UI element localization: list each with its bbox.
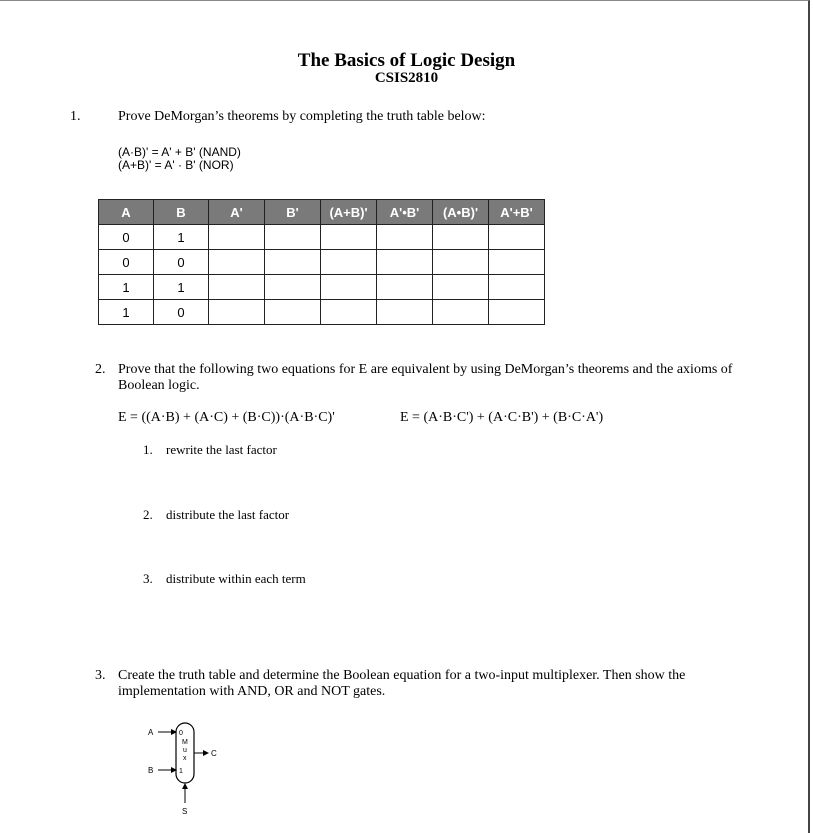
table-cell (321, 225, 377, 250)
mux-label-letter: x (183, 755, 187, 762)
table-cell (377, 250, 433, 275)
port-0-label: 0 (179, 730, 183, 737)
truth-table (98, 199, 545, 325)
mux-label-letter: u (183, 747, 187, 754)
port-1-label: 1 (179, 768, 183, 775)
q1-nor-equation: (A+B)' = A' · B' (NOR) (118, 158, 234, 172)
table-cell (433, 275, 489, 300)
table-cell (265, 275, 321, 300)
header-cell: (A•B)' (433, 200, 489, 225)
table-cell (377, 225, 433, 250)
table-cell (321, 300, 377, 325)
table-cell (433, 225, 489, 250)
input-b-label: B (148, 766, 154, 775)
q1-nand-equation: (A·B)' = A' + B' (NAND) (118, 145, 241, 159)
header-cell: A (99, 200, 154, 225)
q1-text: Prove DeMorgan’s theorems by completing the truth table below: (118, 109, 486, 124)
header-cell: A'•B' (377, 200, 433, 225)
table-cell: 1 (154, 225, 209, 250)
input-a-label: A (148, 728, 154, 737)
table-cell: 0 (154, 300, 209, 325)
table-cell: 1 (154, 275, 209, 300)
table-cell (209, 225, 265, 250)
q3-text: Create the truth table and determine the Boolean equation for a two-input multiplexer. Then show the implementation with AND, OR and NOT gates. (118, 668, 686, 699)
table-cell: 1 (99, 275, 154, 300)
header-cell: B' (265, 200, 321, 225)
header-cell: A'+B' (489, 200, 545, 225)
table-row (99, 225, 545, 250)
q2-number: 2. (95, 362, 106, 377)
table-cell (321, 250, 377, 275)
table-cell (489, 300, 545, 325)
q2-step-number: 2. (143, 507, 153, 522)
q2-equation-left: E = ((A·B) + (A·C) + (B·C))·(A·B·C)' (118, 410, 335, 425)
q2-step-text: distribute within each term (166, 571, 306, 586)
table-cell (265, 225, 321, 250)
table-cell (265, 250, 321, 275)
q2-step-text: rewrite the last factor (166, 442, 277, 457)
table-cell (209, 275, 265, 300)
table-cell (433, 250, 489, 275)
table-cell (377, 275, 433, 300)
table-cell (489, 225, 545, 250)
output-label: C (211, 749, 217, 758)
q2-text: Prove that the following two equations for E are equivalent by using DeMorgan’s theorems and the axioms of Boolean logic. (118, 362, 733, 393)
q1-number: 1. (70, 109, 81, 124)
multiplexer-diagram (140, 718, 240, 818)
q2-step-number: 1. (143, 442, 153, 457)
q2-step-text: distribute the last factor (166, 507, 290, 522)
table-row (99, 250, 545, 275)
table-cell (209, 250, 265, 275)
select-label: S (182, 807, 188, 816)
table-cell: 0 (99, 250, 154, 275)
table-cell (377, 300, 433, 325)
table-cell: 0 (154, 250, 209, 275)
truth-table-header-row (99, 200, 545, 225)
mux-label-letter: M (182, 739, 188, 746)
header-cell: B (154, 200, 209, 225)
table-cell (489, 275, 545, 300)
header-cell: A' (209, 200, 265, 225)
table-cell (321, 275, 377, 300)
course-code: CSIS2810 (374, 70, 439, 86)
table-cell (433, 300, 489, 325)
table-cell (489, 250, 545, 275)
table-cell: 0 (99, 225, 154, 250)
q2-step-number: 3. (143, 571, 153, 586)
q2-equation-right: E = (A·B·C') + (A·C·B') + (B·C·A') (400, 410, 604, 425)
table-row (99, 275, 545, 300)
q3-number: 3. (95, 668, 106, 683)
table-row (99, 300, 545, 325)
table-cell: 1 (99, 300, 154, 325)
table-cell (265, 300, 321, 325)
header-cell: (A+B)' (321, 200, 377, 225)
table-cell (209, 300, 265, 325)
document-title: The Basics of Logic Design (297, 50, 516, 71)
